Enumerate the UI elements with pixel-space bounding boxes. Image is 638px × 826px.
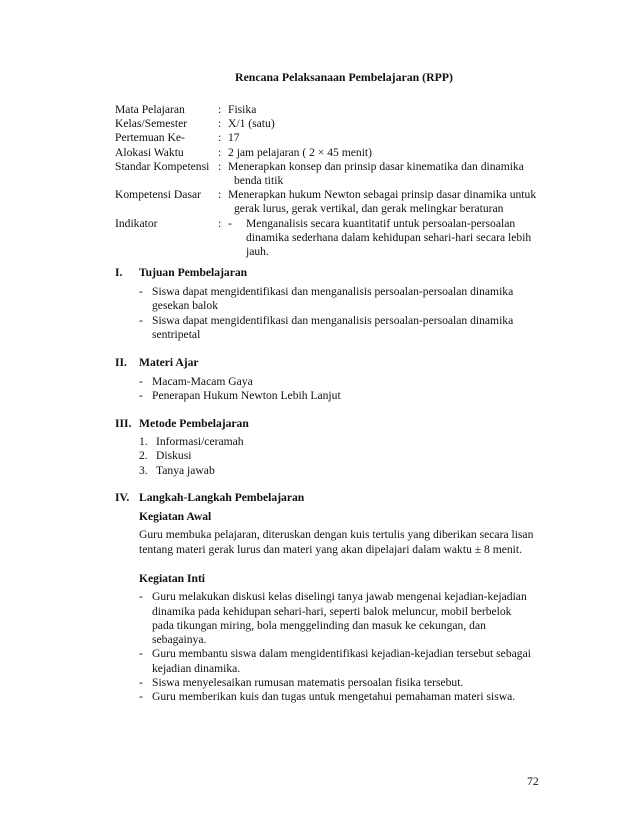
section-heading-steps	[115, 491, 304, 504]
meta-value-continuation: jauh.	[246, 245, 269, 259]
meta-separator: :	[218, 117, 222, 131]
bullet-dash: -	[139, 389, 143, 403]
objectives-list	[139, 285, 539, 342]
list-item	[139, 590, 539, 647]
list-item-text	[152, 285, 513, 314]
list-item	[139, 449, 539, 463]
meta-value: 17	[228, 131, 240, 145]
list-item-line: sebagainya.	[152, 633, 207, 647]
subsection-title: Kegiatan Inti	[139, 572, 206, 585]
list-item	[139, 314, 539, 343]
meta-row-standard	[115, 160, 545, 188]
section-heading-material	[115, 356, 199, 369]
bullet-dash: -	[139, 676, 143, 690]
bullet-dash: -	[139, 285, 143, 298]
meta-value: 2 jam pelajaran ( 2 × 45 menit)	[228, 145, 373, 159]
section-number: IV.	[115, 491, 130, 504]
meta-value-block	[228, 188, 545, 216]
section-title: Metode Pembelajaran	[139, 417, 249, 430]
material-list	[139, 375, 539, 404]
document-title: Rencana Pelaksanaan Pembelajaran (RPP)	[235, 70, 453, 84]
meta-row-basic	[115, 188, 545, 216]
meta-separator: :	[218, 131, 222, 145]
indicator-dash: -	[228, 216, 232, 230]
list-number: 1.	[139, 435, 148, 448]
list-item	[139, 435, 539, 449]
list-item	[139, 464, 539, 478]
list-item-line: sentripetal	[152, 327, 201, 341]
list-item	[139, 676, 539, 690]
meta-row-meeting	[115, 131, 545, 145]
list-item-text: Guru memberikan kuis dan tugas untuk mengetahui pemahaman materi siswa.	[152, 690, 516, 704]
subsection-title: Kegiatan Awal	[139, 510, 212, 523]
meta-separator: :	[218, 103, 222, 116]
opening-activity	[139, 510, 539, 557]
page-number: 72	[527, 774, 539, 788]
list-item-line: pada tikungan miring, bola menggelinding dan masuk ke cekungan, dan	[152, 618, 486, 632]
bullet-dash: -	[139, 647, 143, 661]
list-item-text: Tanya jawab	[156, 463, 215, 477]
meta-key: Kompetensi Dasar	[115, 188, 201, 202]
meta-key: Pertemuan Ke-	[115, 131, 185, 145]
meta-value-block	[228, 217, 545, 260]
list-number: 2.	[139, 449, 148, 463]
core-activity	[139, 572, 539, 705]
section-title: Materi Ajar	[139, 356, 199, 369]
meta-row-subject	[115, 103, 545, 117]
bullet-dash: -	[139, 590, 143, 604]
section-title: Langkah-Langkah Pembelajaran	[139, 491, 305, 504]
list-item-text: Penerapan Hukum Newton Lebih Lanjut	[152, 389, 341, 403]
list-item	[139, 389, 539, 403]
meta-value: Menerapkan hukum Newton sebagai prinsip dasar dinamika untuk	[228, 188, 537, 202]
list-item-line: Siswa dapat mengidentifikasi dan menganalisis persoalan-persoalan dinamika	[152, 285, 514, 298]
meta-value-continuation: dinamika sederhana dalam kehidupan sehari-hari secara lebih	[246, 230, 532, 244]
meta-row-time	[115, 146, 545, 160]
section-heading-objectives	[115, 266, 247, 279]
list-item-text: Informasi/ceramah	[156, 435, 244, 448]
meta-value: Menganalisis secara kuantitatif untuk persoalan-persoalan	[246, 216, 516, 230]
list-item-line: kejadian dinamika.	[152, 661, 241, 675]
meta-row-class	[115, 117, 545, 131]
list-item	[139, 285, 539, 314]
meta-key: Indikator	[115, 216, 158, 230]
method-list	[139, 435, 539, 478]
list-item-line: Guru membantu siswa dalam mengidentifikasi kejadian-kejadian tersebut sebagai	[152, 647, 531, 661]
list-item-line: gesekan balok	[152, 299, 218, 313]
list-item	[139, 375, 539, 389]
list-item-line: dinamika pada kehidupan sehari-hari, seperti balok meluncur, mobil berbelok	[152, 604, 512, 618]
meta-key: Standar Kompetensi	[115, 159, 210, 173]
meta-value-continuation: gerak lurus, gerak vertikal, dan gerak melingkar beraturan	[234, 202, 504, 216]
list-item-text	[152, 590, 527, 647]
meta-value: X/1 (satu)	[228, 117, 275, 131]
list-item-line: Guru melakukan diskusi kelas diselingi tanya jawab mengenai kejadian-kejadian	[152, 590, 527, 604]
list-item-text: Diskusi	[156, 449, 192, 463]
meta-separator: :	[218, 188, 222, 202]
list-item-line: Siswa dapat mengidentifikasi dan menganalisis persoalan-persoalan dinamika	[152, 313, 514, 327]
meta-value: Menerapkan konsep dan prinsip dasar kinematika dan dinamika	[228, 159, 524, 173]
list-number: 3.	[139, 463, 148, 477]
identity-table	[115, 103, 545, 259]
list-item-text: Macam-Macam Gaya	[152, 375, 253, 388]
paragraph-line: Guru membuka pelajaran, diteruskan dengan kuis tertulis yang diberikan secara lisan	[139, 528, 534, 542]
list-item	[139, 690, 539, 704]
meta-separator: :	[218, 216, 222, 230]
section-number: II.	[115, 356, 127, 369]
section-number: I.	[115, 266, 123, 279]
section-title: Tujuan Pembelajaran	[139, 266, 248, 279]
meta-value-continuation: benda titik	[234, 174, 284, 188]
meta-value: Fisika	[228, 103, 257, 116]
meta-row-indicator	[115, 217, 545, 260]
meta-separator: :	[218, 145, 222, 159]
meta-key: Alokasi Waktu	[115, 145, 184, 159]
bullet-dash: -	[139, 690, 143, 704]
meta-key: Kelas/Semester	[115, 117, 188, 131]
list-item-text	[152, 314, 513, 343]
list-item-text	[152, 647, 531, 676]
section-heading-method	[115, 417, 249, 430]
paragraph-line: tentang materi gerak lurus dan materi yang akan dipelajari dalam waktu ± 8 menit.	[139, 542, 523, 556]
meta-value-block	[228, 160, 545, 188]
list-item-text: Siswa menyelesaikan rumusan matematis persoalan fisika tersebut.	[152, 676, 464, 690]
bullet-dash: -	[139, 313, 143, 327]
section-number: III.	[115, 417, 132, 430]
meta-separator: :	[218, 159, 222, 173]
bullet-dash: -	[139, 375, 143, 388]
meta-key: Mata Pelajaran	[115, 103, 185, 116]
list-item	[139, 647, 539, 676]
